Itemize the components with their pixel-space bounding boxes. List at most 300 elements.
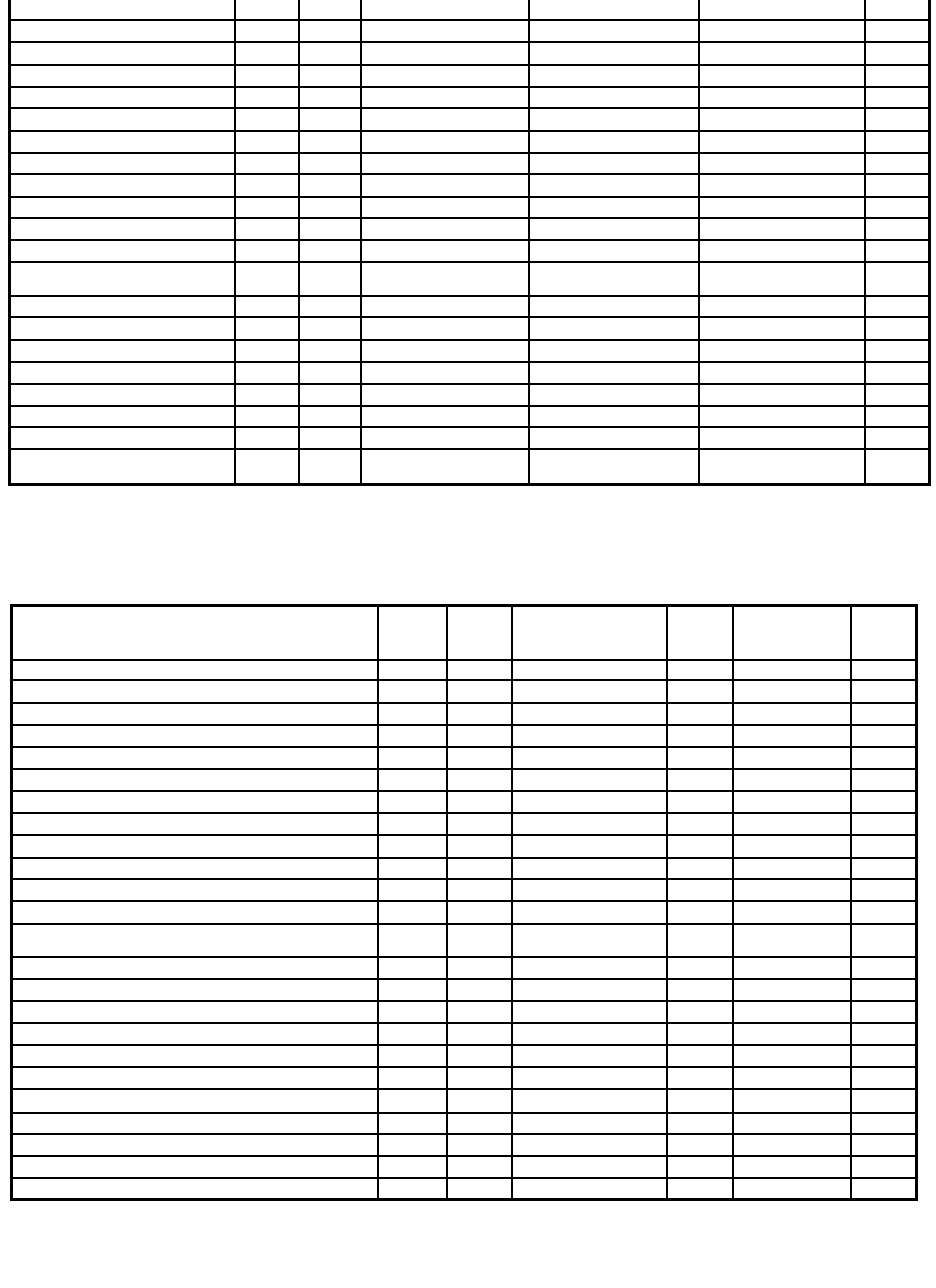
table-cell xyxy=(447,1023,512,1045)
table-cell xyxy=(361,153,529,174)
table-cell xyxy=(667,1178,733,1200)
table-row xyxy=(10,262,930,296)
table-cell xyxy=(733,1089,851,1113)
table-cell xyxy=(447,901,512,924)
table-cell xyxy=(865,362,930,384)
table-cell xyxy=(378,791,447,813)
table-cell xyxy=(529,317,699,340)
table-cell xyxy=(512,858,667,879)
table-cell xyxy=(235,340,299,362)
table-cell xyxy=(299,340,361,362)
table-cell xyxy=(667,747,733,769)
table-row xyxy=(10,108,930,131)
table-cell xyxy=(667,1113,733,1134)
table-cell xyxy=(10,42,235,65)
table-cell xyxy=(12,835,378,858)
table-cell xyxy=(865,340,930,362)
table-cell xyxy=(512,1023,667,1045)
table-cell xyxy=(699,384,865,406)
table-cell xyxy=(299,362,361,384)
table-cell xyxy=(378,957,447,979)
table-cell xyxy=(667,1001,733,1023)
table-cell xyxy=(12,725,378,747)
table-cell xyxy=(733,703,851,725)
table-cell xyxy=(667,660,733,680)
table-cell xyxy=(865,65,930,87)
table-cell xyxy=(667,791,733,813)
table-cell xyxy=(512,835,667,858)
table-cell xyxy=(733,957,851,979)
table-cell xyxy=(865,42,930,65)
table-cell xyxy=(865,0,930,20)
table-cell xyxy=(235,449,299,484)
table-cell xyxy=(447,725,512,747)
table-row xyxy=(12,1045,917,1067)
table-row xyxy=(12,1001,917,1023)
table-cell xyxy=(512,680,667,703)
table-cell xyxy=(529,262,699,296)
table-cell xyxy=(699,262,865,296)
table-cell xyxy=(361,108,529,131)
table-cell xyxy=(699,449,865,484)
table-cell xyxy=(851,1089,917,1113)
table-cell xyxy=(12,747,378,769)
table-cell xyxy=(10,317,235,340)
table-row xyxy=(10,317,930,340)
table-cell xyxy=(361,362,529,384)
table-cell xyxy=(378,813,447,835)
table-cell xyxy=(361,240,529,262)
table-cell xyxy=(299,20,361,42)
table-cell xyxy=(865,317,930,340)
table-cell xyxy=(299,240,361,262)
table-cell xyxy=(378,1156,447,1178)
table-row xyxy=(10,218,930,240)
table-cell xyxy=(865,131,930,153)
table-row xyxy=(12,813,917,835)
table-cell xyxy=(865,449,930,484)
table-cell xyxy=(512,791,667,813)
table-cell xyxy=(699,218,865,240)
table-cell xyxy=(299,174,361,197)
table-cell xyxy=(12,1023,378,1045)
table-cell xyxy=(10,262,235,296)
table-cell xyxy=(378,835,447,858)
table-cell xyxy=(865,218,930,240)
upper-blank-table xyxy=(8,0,931,486)
table-cell xyxy=(447,957,512,979)
table-cell xyxy=(529,296,699,317)
table-cell xyxy=(378,901,447,924)
table-cell xyxy=(361,42,529,65)
table-cell xyxy=(235,0,299,20)
table-cell xyxy=(733,606,851,660)
table-cell xyxy=(865,197,930,218)
table-cell xyxy=(667,879,733,901)
table-cell xyxy=(10,87,235,108)
table-cell xyxy=(733,791,851,813)
table-cell xyxy=(512,1001,667,1023)
table-cell xyxy=(733,1023,851,1045)
table-cell xyxy=(851,606,917,660)
table-cell xyxy=(512,1089,667,1113)
table-cell xyxy=(699,406,865,427)
table-cell xyxy=(378,1113,447,1134)
table-cell xyxy=(851,769,917,791)
table-row xyxy=(12,1023,917,1045)
table-cell xyxy=(378,1067,447,1089)
table-cell xyxy=(447,660,512,680)
table-cell xyxy=(447,979,512,1001)
table-row xyxy=(12,835,917,858)
table-cell xyxy=(512,660,667,680)
table-cell xyxy=(361,406,529,427)
table-cell xyxy=(447,703,512,725)
table-cell xyxy=(12,1134,378,1156)
table-cell xyxy=(299,0,361,20)
table-cell xyxy=(235,197,299,218)
table-cell xyxy=(529,131,699,153)
table-cell xyxy=(447,791,512,813)
table-cell xyxy=(851,1156,917,1178)
table-row xyxy=(10,427,930,449)
table-cell xyxy=(235,317,299,340)
table-cell xyxy=(10,20,235,42)
table-cell xyxy=(529,384,699,406)
table-row xyxy=(12,1178,917,1200)
table-cell xyxy=(235,406,299,427)
table-cell xyxy=(699,174,865,197)
table-row xyxy=(12,606,917,660)
table-cell xyxy=(529,65,699,87)
table-cell xyxy=(361,131,529,153)
table-cell xyxy=(299,449,361,484)
table-cell xyxy=(512,1067,667,1089)
table-cell xyxy=(512,703,667,725)
table-cell xyxy=(733,1001,851,1023)
table-cell xyxy=(529,197,699,218)
table-cell xyxy=(865,296,930,317)
table-row xyxy=(10,362,930,384)
table-cell xyxy=(733,1067,851,1089)
table-cell xyxy=(733,725,851,747)
table-cell xyxy=(12,703,378,725)
table-cell xyxy=(699,240,865,262)
table-cell xyxy=(235,362,299,384)
table-row xyxy=(10,20,930,42)
table-cell xyxy=(447,858,512,879)
table-cell xyxy=(529,108,699,131)
table-cell xyxy=(378,769,447,791)
table-cell xyxy=(12,957,378,979)
table-cell xyxy=(512,979,667,1001)
table-cell xyxy=(667,1067,733,1089)
table-cell xyxy=(299,42,361,65)
table-cell xyxy=(361,317,529,340)
table-cell xyxy=(529,362,699,384)
table-cell xyxy=(361,0,529,20)
table-cell xyxy=(529,153,699,174)
table-row xyxy=(10,174,930,197)
table-row xyxy=(12,703,917,725)
table-cell xyxy=(512,769,667,791)
table-cell xyxy=(12,1113,378,1134)
table-cell xyxy=(447,1134,512,1156)
table-cell xyxy=(12,606,378,660)
table-row xyxy=(12,680,917,703)
table-cell xyxy=(299,427,361,449)
table-cell xyxy=(851,1023,917,1045)
table-cell xyxy=(851,957,917,979)
table-cell xyxy=(865,174,930,197)
table-cell xyxy=(733,1113,851,1134)
table-cell xyxy=(851,1067,917,1089)
table-cell xyxy=(378,1045,447,1067)
table-cell xyxy=(10,174,235,197)
table-cell xyxy=(851,901,917,924)
table-cell xyxy=(512,879,667,901)
table-row xyxy=(12,747,917,769)
table-cell xyxy=(529,427,699,449)
table-cell xyxy=(529,406,699,427)
table-cell xyxy=(512,1113,667,1134)
table-row xyxy=(12,1089,917,1113)
table-cell xyxy=(851,835,917,858)
table-cell xyxy=(12,660,378,680)
table-cell xyxy=(851,791,917,813)
table-row xyxy=(10,384,930,406)
table-cell xyxy=(512,1045,667,1067)
table-cell xyxy=(512,725,667,747)
table-row xyxy=(12,1113,917,1134)
table-cell xyxy=(447,879,512,901)
table-cell xyxy=(699,317,865,340)
table-cell xyxy=(733,1134,851,1156)
table-cell xyxy=(865,384,930,406)
table-cell xyxy=(733,901,851,924)
table-row xyxy=(12,858,917,879)
table-cell xyxy=(447,835,512,858)
table-cell xyxy=(667,979,733,1001)
table-cell xyxy=(10,406,235,427)
table-cell xyxy=(851,1178,917,1200)
table-cell xyxy=(699,296,865,317)
table-cell xyxy=(667,769,733,791)
table-cell xyxy=(447,924,512,957)
table-cell xyxy=(699,131,865,153)
table-cell xyxy=(733,1178,851,1200)
table-row xyxy=(10,42,930,65)
table-cell xyxy=(299,65,361,87)
table-cell xyxy=(851,725,917,747)
table-cell xyxy=(447,1045,512,1067)
table-cell xyxy=(512,957,667,979)
table-cell xyxy=(733,879,851,901)
table-cell xyxy=(10,197,235,218)
table-cell xyxy=(667,1045,733,1067)
table-row xyxy=(12,1067,917,1089)
table-cell xyxy=(10,0,235,20)
table-cell xyxy=(733,1045,851,1067)
table-cell xyxy=(447,1089,512,1113)
table-cell xyxy=(851,747,917,769)
table-cell xyxy=(378,703,447,725)
table-cell xyxy=(10,384,235,406)
table-cell xyxy=(667,1156,733,1178)
table-row xyxy=(10,340,930,362)
table-cell xyxy=(865,406,930,427)
table-cell xyxy=(378,725,447,747)
table-cell xyxy=(447,747,512,769)
table-cell xyxy=(667,957,733,979)
table-row xyxy=(12,791,917,813)
table-cell xyxy=(10,296,235,317)
table-cell xyxy=(512,1178,667,1200)
table-cell xyxy=(667,606,733,660)
table-cell xyxy=(361,340,529,362)
table-cell xyxy=(529,240,699,262)
table-cell xyxy=(12,1089,378,1113)
table-cell xyxy=(299,317,361,340)
table-cell xyxy=(512,901,667,924)
table-cell xyxy=(10,65,235,87)
table-cell xyxy=(851,703,917,725)
table-cell xyxy=(299,108,361,131)
table-row xyxy=(12,1156,917,1178)
table-cell xyxy=(733,858,851,879)
table-cell xyxy=(512,606,667,660)
table-cell xyxy=(667,835,733,858)
table-cell xyxy=(299,296,361,317)
table-cell xyxy=(733,979,851,1001)
table-cell xyxy=(851,813,917,835)
table-cell xyxy=(733,835,851,858)
table-row xyxy=(12,725,917,747)
table-cell xyxy=(699,87,865,108)
table-cell xyxy=(447,606,512,660)
table-cell xyxy=(235,131,299,153)
table-cell xyxy=(361,20,529,42)
table-cell xyxy=(235,296,299,317)
table-row xyxy=(10,0,930,20)
table-cell xyxy=(12,769,378,791)
table-cell xyxy=(851,680,917,703)
table-cell xyxy=(851,858,917,879)
table-cell xyxy=(12,879,378,901)
table-cell xyxy=(10,108,235,131)
table-cell xyxy=(361,87,529,108)
table-cell xyxy=(667,703,733,725)
table-cell xyxy=(865,427,930,449)
table-cell xyxy=(299,87,361,108)
table-cell xyxy=(447,680,512,703)
table-cell xyxy=(865,153,930,174)
table-cell xyxy=(733,660,851,680)
table-cell xyxy=(378,879,447,901)
table-row xyxy=(12,1134,917,1156)
table-cell xyxy=(10,153,235,174)
table-cell xyxy=(378,979,447,1001)
table-cell xyxy=(235,384,299,406)
table-cell xyxy=(699,65,865,87)
table-cell xyxy=(667,1023,733,1045)
table-cell xyxy=(378,660,447,680)
table-cell xyxy=(378,680,447,703)
table-row xyxy=(12,957,917,979)
table-cell xyxy=(529,174,699,197)
table-row xyxy=(10,296,930,317)
table-cell xyxy=(529,449,699,484)
table-cell xyxy=(529,218,699,240)
table-cell xyxy=(12,1001,378,1023)
table-cell xyxy=(447,769,512,791)
table-row xyxy=(10,406,930,427)
table-cell xyxy=(235,174,299,197)
table-cell xyxy=(699,153,865,174)
table-cell xyxy=(361,262,529,296)
table-cell xyxy=(851,979,917,1001)
table-row xyxy=(10,153,930,174)
table-cell xyxy=(447,1178,512,1200)
table-cell xyxy=(512,813,667,835)
table-cell xyxy=(447,1156,512,1178)
table-cell xyxy=(733,769,851,791)
table-cell xyxy=(10,240,235,262)
table-cell xyxy=(733,680,851,703)
table-cell xyxy=(529,0,699,20)
table-cell xyxy=(699,427,865,449)
table-cell xyxy=(235,153,299,174)
table-cell xyxy=(12,1067,378,1089)
table-cell xyxy=(235,108,299,131)
table-cell xyxy=(851,1045,917,1067)
table-row xyxy=(12,924,917,957)
table-cell xyxy=(361,197,529,218)
table-cell xyxy=(512,1156,667,1178)
table-row xyxy=(12,979,917,1001)
table-cell xyxy=(378,1001,447,1023)
table-cell xyxy=(299,153,361,174)
table-cell xyxy=(299,406,361,427)
table-cell xyxy=(299,262,361,296)
table-cell xyxy=(361,384,529,406)
table-cell xyxy=(733,747,851,769)
table-cell xyxy=(10,218,235,240)
table-cell xyxy=(299,197,361,218)
table-row xyxy=(10,449,930,484)
table-cell xyxy=(667,1134,733,1156)
table-cell xyxy=(10,131,235,153)
table-cell xyxy=(361,174,529,197)
table-cell xyxy=(699,42,865,65)
table-cell xyxy=(299,218,361,240)
table-cell xyxy=(10,427,235,449)
table-cell xyxy=(667,725,733,747)
table-cell xyxy=(378,1089,447,1113)
table-cell xyxy=(851,1113,917,1134)
table-cell xyxy=(235,262,299,296)
table-row xyxy=(10,197,930,218)
table-cell xyxy=(733,1156,851,1178)
table-cell xyxy=(699,362,865,384)
table-cell xyxy=(235,87,299,108)
table-cell xyxy=(529,42,699,65)
table-cell xyxy=(447,1113,512,1134)
table-cell xyxy=(12,791,378,813)
table-cell xyxy=(235,20,299,42)
table-row xyxy=(10,131,930,153)
table-cell xyxy=(512,924,667,957)
